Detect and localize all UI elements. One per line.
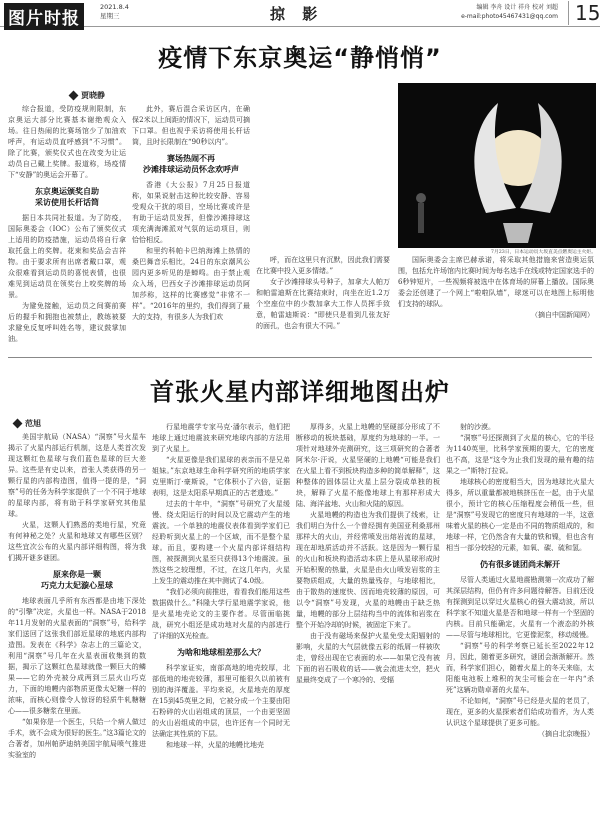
paragraph: 综合报道，受防疫规则限制，东京奥运大部分比赛基本谢绝观众入场。往日热闹的比赛场馆少了加油欢呼声，有运动员直呼感到“不习惯”。除了比赛，颁奖仪式也在改变为让运动员自己戴上奖牌。报道称，场疫情下“安静”的奥运会开幕了。	[8, 105, 126, 179]
paragraph: “洞察”号还探测到了火星的核心，它的半径为1140英里，比科学家预期的要大，它的密度也不高，这是“这令为止我们发现的最有趣的结果之一”斯特汀拉说。	[446, 434, 594, 475]
paragraph: 尽管人类通过火星地震勘测第一次成功了解其深层结构，但仍有许多问题待解答。目前还没有探测到足以穿过火星核心的强大震动波，所以科学家不知道火星是否和地球一样有一个坚固的内核。目前只能确定，火星有一个液态的外核——尽管与地球相比，它更像泥浆，移动缓慢。	[446, 576, 594, 639]
subheading-line: 沙滩排球运动员怀念欢呼声	[143, 165, 239, 174]
subheading-line: 赛场热闹不再	[167, 154, 215, 163]
paragraph: 香港《大公报》7月25日报道称，如果说射击这种比较安静、容易受观众干扰的项目，空场比赛或许是有助于运动员发挥，但像沙滩排球这项充满海滩派对气氛的运动项目，则恰恰相反。	[132, 181, 250, 244]
article2-column-1	[8, 432, 146, 824]
paragraph: “火星更像是我们星球的表亲而不是兄弟姐妹。”东京地球生命科学研究所的地质学家克里斯汀·豪斯说，“它体积小了六倍，证据表明，这是太阳系早期真正的古老遗迹。”	[152, 456, 290, 497]
paragraph: 射的沙漠。	[460, 423, 495, 431]
article2-headline: 首张火星内部详细地图出炉	[150, 378, 450, 406]
article2-column-3	[296, 422, 440, 824]
byline-name: 贾晓静	[81, 91, 105, 100]
date-text: 2021.8.4	[100, 3, 129, 11]
paragraph: 女子沙滩排球头号种子，加拿大人帕万和帕雷迪斯在比赛结束时，向坐在近1.2万个空座位中的少数加拿大工作人员挥手致意，帕雷迪斯说：“即使只是看到几张友好的面孔，也会有很大不同。”	[256, 278, 390, 330]
paragraph: 国际奥委会主席巴赫承诺，将采取其他措施来营造奥运氛围，包括允许场馆内比赛时间为每名选手在线或特定国家选手的6秒钟短片，一些视频将被选中在体育场的屏幕上播放。国际奥委会还创建了一个网上“啦啦队墙”，球迷可以在地图上标明他们支持的球队。	[398, 256, 594, 308]
byline-name: 范旭	[25, 419, 41, 428]
paragraph: 美国宇航局（NASA）“洞察”号火星车揭示了火星内部运行机制，这是人类首次发现这颗红色星球与我们蓝色星球的巨大差异。这些是有史以来，首张人类获得的另一颗行星的内部构造图，值得一提的是，“洞察”号的任务为科学家提供了一个不同于地球的星球内部，将有助于科学家研究其他星球。	[8, 433, 146, 518]
subheading	[132, 153, 250, 175]
section-divider	[8, 357, 592, 358]
staff-credits: 编辑 李舟 设计 祥舟 校对 刘超	[476, 4, 558, 11]
subheading-line: 巧克力太妃漩心星球	[41, 581, 113, 590]
article1-column-2	[132, 104, 250, 350]
paragraph: 呼，而在这里只有沉默，因此我们需要在比赛中投入更多情绪。”	[256, 256, 390, 275]
article1-byline	[70, 90, 105, 101]
diamond-icon	[13, 419, 23, 429]
paragraph: 科学家证实，南部高地的地壳较厚，北部低地的地壳较薄，那里可能很久以前被有别的海洋覆盖。平均来说，火星地壳的厚度在15到45英里之间，它被分成一个主要由阳石粉碎的火山岩组成的顶层，一个由更坚固的火山岩组成的中层，也许还有一个同时无法确定其性质的下层。	[152, 664, 290, 738]
diamond-icon	[69, 91, 79, 101]
paragraph: 厚得多，火星上地幔的坚硬部分形成了不断移动的板块基础，厚度约为地球的一半。一项针对地球外壳测研究，这三项研究的合著者阿米尔·汗说，火星坚硬的上地幔“可能是我们在火星上看不到板块构造多种的简单解释”，这种整体的固体层让火星上层分裂成单独的板块，解释了火星不能像地球上有那样形成大陆、海洋盆地、火山和火陆的原因。	[296, 423, 440, 508]
subheading-line: 东京奥运颁奖自助	[35, 187, 99, 196]
newspaper-logo: 图片时报	[4, 3, 84, 30]
paragraph: 和里约科帕卡巴纳海滩上热情的桑巴舞音乐相比，24日的东京潮风公园内更多听见的是蝉鸣。由于禁止观众入场，巴西女子沙滩排球运动员阿加莎称，这样的比赛感觉“非常不一样”。“2016年的里约，我们得到了最大的支持，有很多人为我们欢	[132, 247, 250, 321]
subheading	[8, 569, 146, 591]
subheading	[8, 186, 126, 208]
subheading: 为啥和地球相差那么大？	[177, 648, 265, 657]
paragraph: 地球核心的密度相当大，因为地球比火星大得多，所以重量都被地核挤压在一起，由于火星很小，预计它的核心压缩程度会稍低一些，但是“洞察”号发现它的密度只有地球的一半，这意味着火星的核心一定是由不同的物质组成的，和地球一样，它仍然含有大量的铁和镍，但也含有相当一部分较轻的元素，如氧、碳、硫和氢。	[446, 478, 594, 552]
paragraph: 火星，这颗人们熟悉的类地行星，究竟有何神秘之处？火星和地球又有哪些区别？这些宜次公布的火星内部详细构图，将为我们揭开谜多谜团。	[8, 521, 146, 562]
article1-credit: （摘自中国新闻网）	[531, 311, 594, 319]
section-title: 掠 影	[270, 5, 324, 23]
paragraph: 不论如何，“洞察”号已经是火星的老员了，现在，更多的火星探索者们给成功看齐，为人类认识这个星球提供了更多可能。	[446, 697, 594, 727]
photo-caption: 7月23日，日本运动员大坂直美点燃奥运主火炬。	[490, 250, 596, 255]
article2-column-4	[446, 422, 594, 824]
article2-byline	[14, 418, 41, 429]
paragraph: 和地球一样，火星的地幔比地壳	[166, 741, 264, 749]
subheading: 仍有很多谜团尚未解开	[480, 560, 560, 569]
paragraph: “我们必须向前推进，看看我们能用这些数据做什么。”科隆大学行星地震学家说，他是火星地壳论文的主要作者。尽管面临挑战，研究小组还是成功地对火星的内部进行了详细的X光检查。	[152, 588, 290, 640]
contact-email: e-mail:photo45467431@qq.com	[461, 13, 558, 20]
paragraph: “洞察”号的科学考察已延长至2022年12月，因此，随着更多研究，谜团会渐渐解开。然而，科学家们担心，随着火星上的冬天来临，太阳能电池板上堆积的灰尘可能会在一年内“杀死”这辆功勋卓著的火星车。	[446, 642, 594, 694]
paragraph: 地球表面几乎所有东西都是由地下深处的“引擎”决定，火星也一样。NASA于2018年11月发射的火星表面的“洞察”号，给科学家们送回了这张我们部近星球的地底内部构造图。发表在《科学》杂志上的三篇论文，利用“洞察”号几年在火星表面收集到的数据，揭示了这颗红色星球就像一颗巨大的鳞果——它的外壳被分成两到三层火山巧克力，下面的地幔内部物质更像太妃糖一样的浓味，而核心则像令人惊讶的轻质牛轧糖糖心——很多糖浆在里面。	[8, 597, 146, 715]
paragraph: 火星地幔的构造也为我们提供了线索，让我们明白为什么一个曾经拥有美国亚利桑那州那样大的火山，并经常喷发出熔岩流的星球，现在却地质活动并不活跃。这是因为一颗行星的火山和板块构造活动本质上是从星球形成时开始积聚的热量，火星是由火山喷发岩浆的主要物质组成，大量的热量残存，与地球相比，由于散热的速度快、因而地壳较薄的原因，可以令“洞察”号发现，火星的地幔由于缺乏热量，地幔的部分上层结构当中的流体和岩浆在整个开始冷却的时候，被固定下来了。	[296, 511, 440, 629]
article2-credit: （摘自北京晚报）	[538, 730, 594, 738]
article1-headline: 疫情下东京奥运“静悄悄”	[158, 44, 442, 72]
paragraph: 据日本共同社报道。为了防疫，国际奥委会（IOC）公布了颁奖仪式上适用的防疫措施，运动员将自行拿取托盘上的奖牌。花束和奖品会吉祥物。由于要求所有出席者戴口罩，观众很难看到运动员的喜悦表情，也很难见到运动员在领奖台上咬奖牌的场景。	[8, 214, 126, 299]
article1-column-3	[256, 255, 390, 350]
paragraph: 过去的十年中，“洞察”号研究了火星缓慢、绕太阳运行的时间以及它震动产生的地震波。一个单独的地震仪表体看到学家们已经聆听到火星上的一个区域，而不是整个星球。而且，要构建一个火星内部详细结构图，被探测到火星至只获得13个地震波。虽然这些之较理想，不过，在这几年内，火星上发生的震动推在其中测试了4.0级。	[152, 500, 290, 585]
olympic-cauldron-photo	[398, 83, 596, 248]
weekday-text: 星期三	[100, 12, 120, 20]
paragraph: 行星地震学专家马克·潘尔表示，他们把地球上通过地震波来研究地球内部的方法用到了火星上。	[152, 423, 290, 453]
paragraph: 由于没有磁场来保护火星免受太阳辐射的影响，火星的大气层就像五彩的纸屑一样被吹走，曾经出现在它表面的水——如果它没有被下面的岩石吸收的话——就会流进太空，把火星最终变成了一个寒冷的、受辐	[296, 632, 440, 684]
article1-column-1	[8, 104, 126, 350]
article2-column-2	[152, 422, 290, 824]
cauldron-illustration	[398, 83, 596, 248]
page-number: 15	[568, 1, 600, 25]
paragraph: 此外，赛后混合采访区内，在确保2米以上间距的情况下，运动员可摘下口罩。但也视乎采访将使用长杆话筒，且时长限制在“90秒以内”。	[132, 105, 250, 146]
issue-date	[100, 3, 129, 21]
paragraph: “如果你是一个医生，只给一个病人做过手术，就不会成为很好的医生。”这3篇论文的合著者，加州帕萨迪纳美国宇航局喷气推进实验室的	[8, 718, 146, 759]
paragraph: 为避免接触，运动员之间赛前赛后的握手和拥抱也被禁止，教练被要求避免反复呼叫姓名等，建议鼓掌加油。	[8, 302, 126, 343]
subheading-line: 采访使用长杆话筒	[35, 198, 99, 207]
subheading-line: 原来你是一颗	[53, 570, 101, 579]
article1-column-4	[398, 255, 594, 350]
masthead-contact	[430, 3, 558, 21]
